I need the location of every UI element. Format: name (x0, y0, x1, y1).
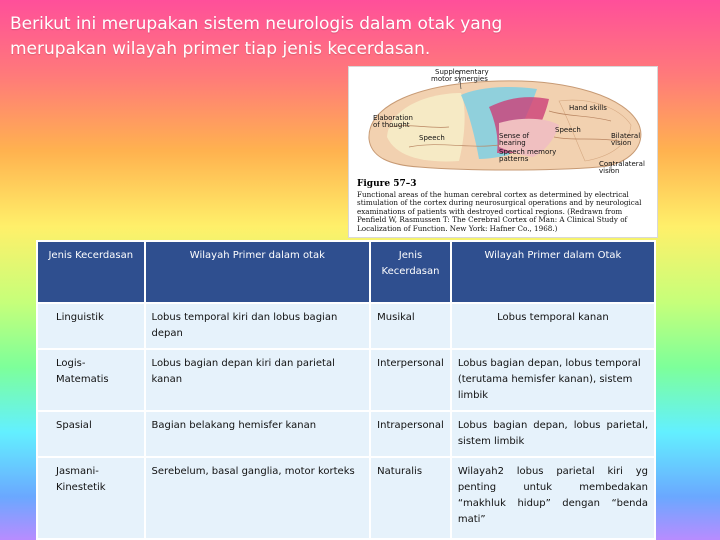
header-wilayah-2: Wilayah Primer dalam Otak (451, 241, 655, 303)
label-speech-right: Speech (555, 126, 581, 134)
cell: Lobus temporal kanan (451, 303, 655, 349)
cell: Spasial (37, 411, 145, 457)
cell: Lobus bagian depan, lobus parietal, sistem limbik (451, 411, 655, 457)
label-of-thought: of thought (373, 121, 410, 129)
brain-figure (348, 66, 658, 238)
cell: Wilayah2 lobus parietal kiri yg penting untuk membedakan “makhluk hidup” dengan “benda mati” (451, 457, 655, 539)
cell: Logis-Matematis (37, 349, 145, 411)
cell: Musikal (370, 303, 451, 349)
cell: Naturalis (370, 457, 451, 539)
table-row (37, 411, 655, 457)
label-supplementary: Supplementary (435, 68, 489, 76)
label-motor-synergies: motor synergies (431, 75, 488, 83)
cell: Linguistik (37, 303, 145, 349)
cell: Intrapersonal (370, 411, 451, 457)
label-speech-memory: Speech memory patterns (499, 148, 557, 163)
label-bilateral-vision: Bilateral vision (611, 132, 641, 147)
figure-caption-text: Functional areas of the human cerebral cortex as determined by electrical stimulation of the cortex during neurosurgical operations and by neurological examinations of patients with destroyed cortical regions. (Redrawn from Penfield W, Rasmussen T: The Cerebral Cortex of Man: A Clinical Study of Localization of Function. New York: Hafner Co., 1968.) (357, 190, 642, 233)
label-hand-skills: Hand skills (569, 104, 607, 112)
table-row (37, 457, 655, 539)
label-speech-left: Speech (419, 134, 445, 142)
cell: Serebelum, basal ganglia, motor korteks (145, 457, 371, 539)
page-title: Berikut ini merupakan sistem neurologis dalam otak yang merupakan wilayah primer tiap jenis kecerdasan. (10, 14, 503, 59)
cell: Lobus bagian depan, lobus temporal (terutama hemisfer kanan), sistem limbik (451, 349, 655, 411)
label-elaboration: Elaboration (373, 114, 413, 122)
cell: Interpersonal (370, 349, 451, 411)
table-row (37, 349, 655, 411)
cell: Bagian belakang hemisfer kanan (145, 411, 371, 457)
header-jenis-1: Jenis Kecerdasan (37, 241, 145, 303)
table-header-row (37, 241, 655, 303)
intelligence-table (36, 240, 656, 540)
header-wilayah-1: Wilayah Primer dalam otak (145, 241, 371, 303)
cell: Jasmani-Kinestetik (37, 457, 145, 539)
header-jenis-2: Jenis Kecerdasan (370, 241, 451, 303)
table-row (37, 303, 655, 349)
label-contralateral-vision: Contralateral vision (599, 160, 645, 175)
cell: Lobus temporal kiri dan lobus bagian depan (145, 303, 371, 349)
label-sense-hearing: Sense of hearing (499, 132, 530, 147)
figure-caption-label: Figure 57–3 (357, 179, 417, 189)
cell: Lobus bagian depan kiri dan parietal kanan (145, 349, 371, 411)
